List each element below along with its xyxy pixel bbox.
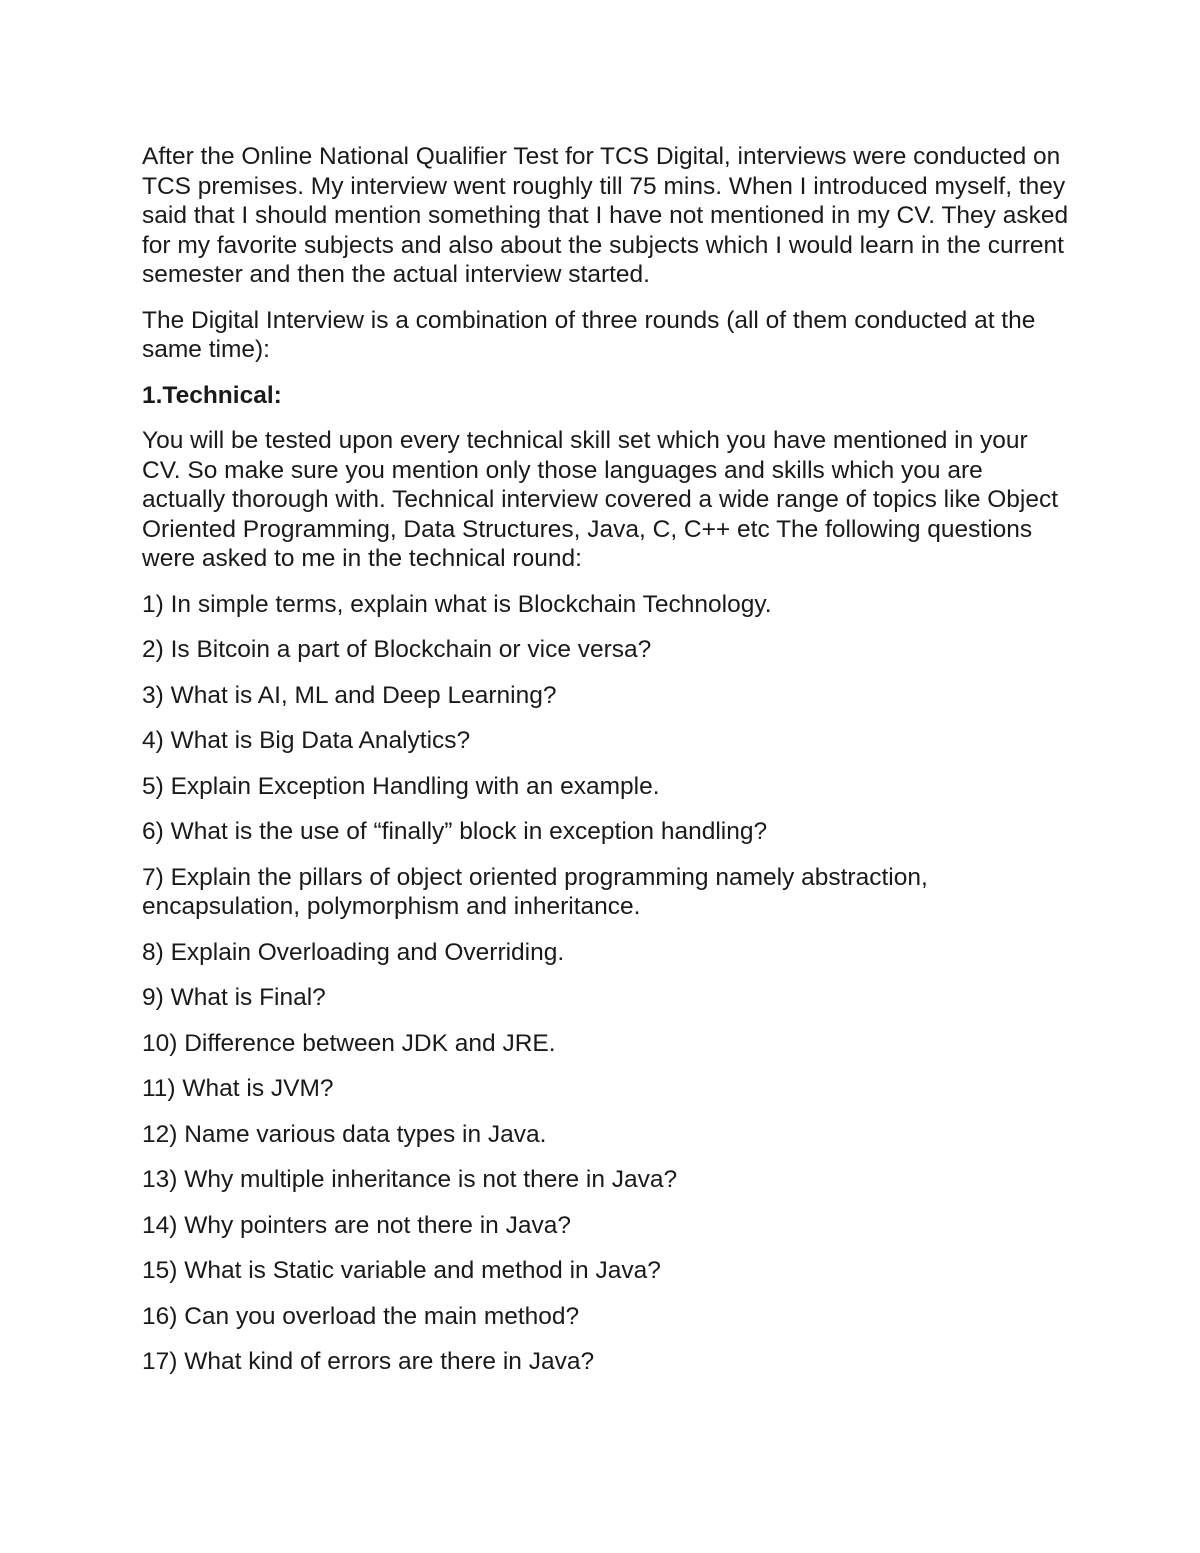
question-item: 4) What is Big Data Analytics? — [142, 727, 471, 754]
question-item: 7) Explain the pillars of object oriented programming namely abstraction, encapsulation, polymorphism and inheritance. — [142, 863, 928, 920]
technical-description-paragraph: You will be tested upon every technical skill set which you have mentioned in your CV. So make sure you mention only those languages and skills which you are actually thorough with. Technical interview covered a wide range of topics like Object Oriented Programming, Data Structures, Java, C, C++ etc The following questions were asked to me in the technical round: — [142, 427, 1059, 572]
document-body — [142, 142, 1072, 1393]
question-item: 8) Explain Overloading and Overriding. — [142, 938, 565, 966]
intro-paragraph: After the Online National Qualifier Test for TCS Digital, interviews were conducted on TCS premises. My interview went roughly till 75 mins. When I introduced myself, they said that I should mention something that I have not mentioned in my CV. They asked for my favorite subjects and also about the subjects which I would learn in the current semester and then the actual interview started. — [142, 143, 1069, 288]
question-item: 17) What kind of errors are there in Java? — [142, 1348, 595, 1375]
section-heading-technical: 1.Technical: — [142, 381, 282, 409]
question-item: 12) Name various data types in Java. — [142, 1120, 547, 1148]
question-item: 15) What is Static variable and method in Java? — [142, 1257, 661, 1284]
question-item: 16) Can you overload the main method? — [142, 1302, 580, 1330]
question-item: 13) Why multiple inheritance is not there in Java? — [142, 1166, 678, 1193]
question-item: 14) Why pointers are not there in Java? — [142, 1211, 571, 1239]
question-item: 11) What is JVM? — [142, 1075, 334, 1102]
question-item: 3) What is AI, ML and Deep Learning? — [142, 681, 557, 709]
question-item: 6) What is the use of “finally” block in exception handling? — [142, 818, 768, 845]
question-item: 1) In simple terms, explain what is Blockchain Technology. — [142, 590, 772, 618]
question-item: 9) What is Final? — [142, 984, 326, 1011]
question-item: 5) Explain Exception Handling with an example. — [142, 772, 660, 800]
question-item: 10) Difference between JDK and JRE. — [142, 1029, 556, 1057]
question-item: 2) Is Bitcoin a part of Blockchain or vice versa? — [142, 636, 652, 663]
rounds-intro-paragraph: The Digital Interview is a combination of three rounds (all of them conducted at the same time): — [142, 306, 1036, 363]
question-list — [142, 590, 1072, 1377]
